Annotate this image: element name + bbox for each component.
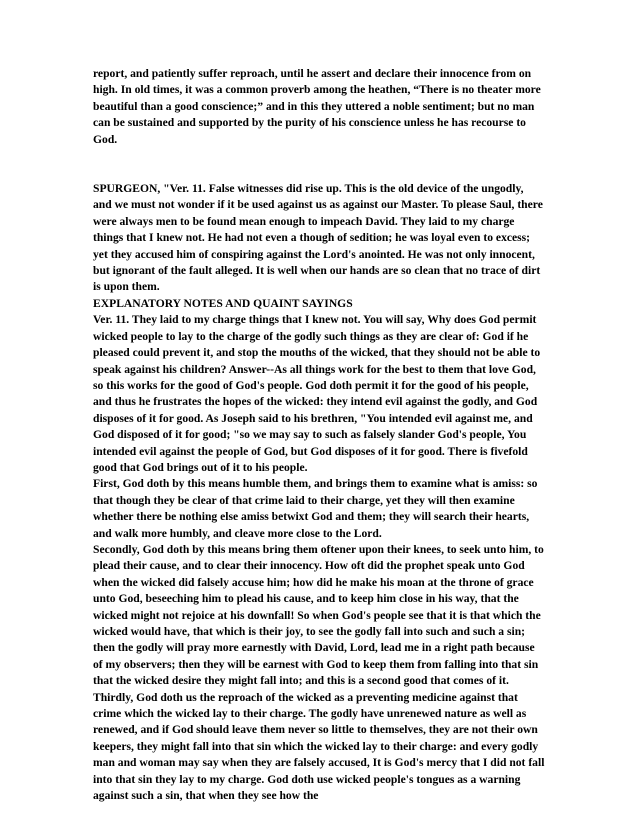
paragraph-conscience: report, and patiently suffer reproach, until he assert and declare their innocence from on high. In old times, it was a common proverb among the heathen, “There is no theater more beautiful than a good conscience;” and in this they uttered a noble sentiment; but no man can be sustained and supported by the purity of his conscience unless he has recourse to God. xyxy=(93,67,541,146)
paragraph-secondly: Secondly, God doth by this means bring them oftener upon their knees, to seek unto him, to plead their cause, and to clear their innocency. How oft did the prophet speak unto God when the wicked did falsely accuse him; how did he make his moan at the throne of grace unto God, beseeching him to plead his cause, and to keep him close in his way, that the wicked might not rejoice at his downfall! So when God's people see that it is that which the wicked would have, that which is their joy, to see the godly fall into such and such a sin; then the godly will pray more earnestly with David, Lord, lead me in a right path because of my observers; then they will be earnest with God to keep them from falling into that sin that the wicked desire they might fall into; and this is a second good that comes of it. xyxy=(93,542,544,688)
paragraph-verse-11: Ver. 11. They laid to my charge things that I knew not. You will say, Why does God permit wicked people to lay to the charge of the godly such things as they are clear of: God if he pleased could prevent it, and stop the mouths of the wicked, that they should not be able to speak against his children? Answer--As all things work for the best to them that love God, so this works for the good of God's people. God doth permit it for the good of his people, and thus he frustrates the hopes of the wicked: they intend evil against the godly, and God disposes of it for good. As Joseph said to his brethren, "You intended evil against me, and God disposed of it for good; "so we may say to such as falsely slander God's people, You intended evil against the people of God, but God disposes of it for good. There is fivefold good that God brings out of it to his people. xyxy=(93,313,541,474)
paragraph-spurgeon: SPURGEON, "Ver. 11. False witnesses did rise up. This is the old device of the ungodly, and we must not wonder if it be used against us as against our Master. To please Saul, there were always men to be found mean enough to impeach David. They laid to my charge things that I knew not. He had not even a though of sedition; he was loyal even to excess; yet they accused him of conspiring against the Lord's anointed. He was not only innocent, but ignorant of the fault alleged. It is well when our hands are so clean that no trace of dirt is upon them. xyxy=(93,182,543,294)
section-heading: EXPLANATORY NOTES AND QUAINT SAYINGS xyxy=(93,296,353,310)
paragraph-first: First, God doth by this means humble them, and brings them to examine what is amiss: so that though they be clear of that crime laid to their charge, yet they will then examine whether there be nothing else amiss betwixt God and them; they will search their hearts, and walk more humbly, and cleave more close to the Lord. xyxy=(93,477,538,540)
document-page xyxy=(93,66,545,804)
paragraph-thirdly: Thirdly, God doth us the reproach of the wicked as a preventing medicine against that crime which the wicked lay to their charge. The godly have unrenewed nature as well as renewed, and if God should leave them never so little to themselves, they are not their own keepers, they might fall into that sin which the wicked lay to their charge: and every godly man and woman may say when they are falsely accused, It is God's mercy that I did not fall into that sin they lay to my charge. God doth use wicked people's tongues as a warning against such a sin, that when they see how the xyxy=(93,690,545,803)
paragraph-gap xyxy=(93,148,545,181)
